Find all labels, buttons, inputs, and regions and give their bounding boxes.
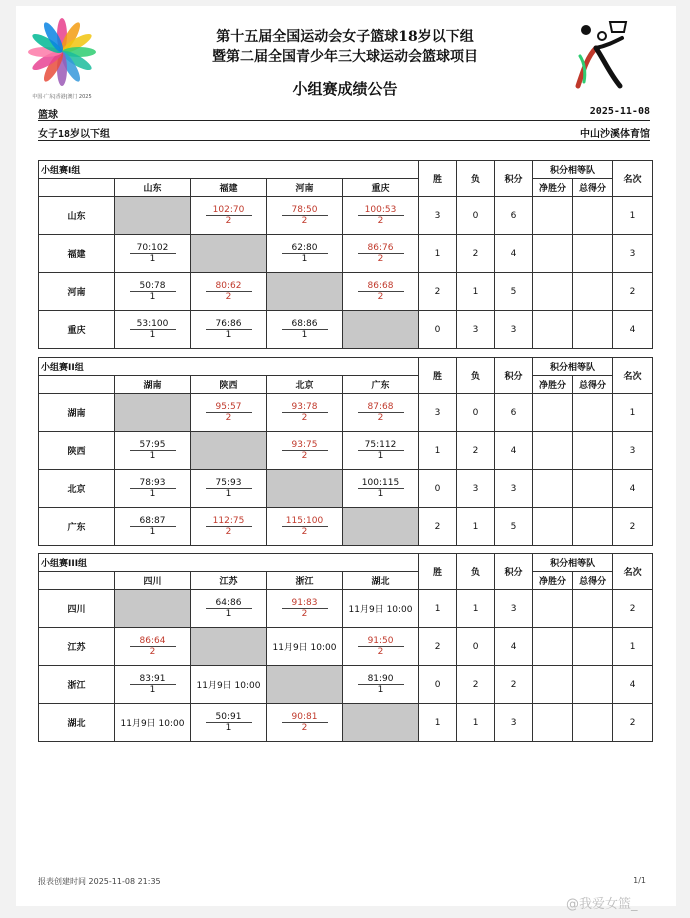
match-points: 2 (301, 412, 308, 423)
col-points: 积分 (495, 554, 533, 590)
row-team-name: 河南 (39, 273, 115, 311)
match-score: 95:57 (206, 402, 252, 413)
net-points-cell (533, 508, 573, 546)
match-points: 1 (149, 291, 156, 302)
match-cell (191, 394, 267, 432)
match-cell (343, 590, 419, 628)
col-team: 重庆 (343, 179, 419, 197)
venue-label: 中山沙溪体育馆 (580, 129, 650, 140)
rank-cell: 3 (613, 432, 653, 470)
col-net: 净胜分 (533, 179, 573, 197)
header-rule (38, 120, 650, 121)
group-3-table (38, 553, 653, 742)
match-points: 1 (225, 488, 232, 499)
col-loss: 负 (457, 161, 495, 197)
col-points: 积分 (495, 161, 533, 197)
rank-cell: 1 (613, 628, 653, 666)
col-team: 福建 (191, 179, 267, 197)
match-cell (115, 704, 191, 742)
col-rank: 名次 (613, 358, 653, 394)
table-row (39, 235, 653, 273)
match-score: 83:91 (130, 674, 176, 685)
points-cell: 3 (495, 590, 533, 628)
points-cell: 5 (495, 273, 533, 311)
category-label: 女子18岁以下组 (38, 129, 111, 140)
row-team-name: 陕西 (39, 432, 115, 470)
match-points: 2 (301, 450, 308, 461)
match-score: 112:75 (206, 516, 252, 527)
match-cell (267, 394, 343, 432)
wins-cell: 1 (419, 590, 457, 628)
blank-corner (39, 376, 115, 394)
row-team-name: 重庆 (39, 311, 115, 349)
match-cell (191, 508, 267, 546)
losses-cell: 3 (457, 470, 495, 508)
net-points-cell (533, 273, 573, 311)
self-match-cell (115, 394, 191, 432)
losses-cell: 2 (457, 432, 495, 470)
net-points-cell (533, 470, 573, 508)
losses-cell: 0 (457, 628, 495, 666)
match-cell (343, 197, 419, 235)
blank-corner (39, 572, 115, 590)
match-score: 57:95 (130, 440, 176, 451)
points-cell: 2 (495, 666, 533, 704)
col-team: 北京 (267, 376, 343, 394)
match-score: 87:68 (358, 402, 404, 413)
match-cell (343, 628, 419, 666)
match-points: 1 (149, 684, 156, 695)
net-points-cell (533, 666, 573, 704)
losses-cell: 1 (457, 590, 495, 628)
match-cell (191, 197, 267, 235)
match-score: 81:90 (358, 674, 404, 685)
wins-cell: 0 (419, 311, 457, 349)
match-points: 2 (225, 215, 232, 226)
col-win: 胜 (419, 161, 457, 197)
wins-cell: 2 (419, 628, 457, 666)
rank-cell: 4 (613, 311, 653, 349)
points-cell: 5 (495, 508, 533, 546)
table-row (39, 590, 653, 628)
row-team-name: 北京 (39, 470, 115, 508)
wins-cell: 0 (419, 470, 457, 508)
wins-cell: 1 (419, 704, 457, 742)
header-rule-2 (38, 140, 650, 141)
row-team-name: 广东 (39, 508, 115, 546)
total-scored-cell (573, 273, 613, 311)
total-scored-cell (573, 432, 613, 470)
group-label: 小组赛III组 (39, 554, 419, 572)
col-team: 湖北 (343, 572, 419, 590)
match-score: 62:80 (282, 243, 328, 254)
wins-cell: 0 (419, 666, 457, 704)
match-cell (115, 432, 191, 470)
col-rank: 名次 (613, 161, 653, 197)
match-cell (115, 470, 191, 508)
col-team: 湖南 (115, 376, 191, 394)
net-points-cell (533, 704, 573, 742)
rank-cell: 4 (613, 470, 653, 508)
blank-corner (39, 179, 115, 197)
match-score: 115:100 (282, 516, 328, 527)
total-scored-cell (573, 590, 613, 628)
points-cell: 4 (495, 235, 533, 273)
table-row (39, 470, 653, 508)
report-date: 2025-11-08 (589, 106, 650, 117)
match-cell (343, 394, 419, 432)
col-net: 净胜分 (533, 572, 573, 590)
col-team: 四川 (115, 572, 191, 590)
col-team: 广东 (343, 376, 419, 394)
match-points: 2 (225, 412, 232, 423)
match-points: 2 (225, 291, 232, 302)
match-cell (191, 273, 267, 311)
col-tiebreak: 积分相等队 (533, 358, 613, 376)
col-loss: 负 (457, 554, 495, 590)
match-score: 78:93 (130, 478, 176, 489)
net-points-cell (533, 235, 573, 273)
match-points: 1 (301, 329, 308, 340)
match-score: 80:62 (206, 281, 252, 292)
match-points: 1 (377, 488, 384, 499)
match-cell (267, 197, 343, 235)
match-cell (267, 590, 343, 628)
group-label: 小组赛II组 (39, 358, 419, 376)
col-team: 河南 (267, 179, 343, 197)
match-points: 1 (301, 253, 308, 264)
match-points: 2 (301, 608, 308, 619)
row-team-name: 四川 (39, 590, 115, 628)
rank-cell: 2 (613, 273, 653, 311)
row-team-name: 湖北 (39, 704, 115, 742)
wins-cell: 2 (419, 273, 457, 311)
match-cell (343, 273, 419, 311)
match-cell (191, 311, 267, 349)
logo-caption: 中国·广东|香港|澳门 2025 (32, 94, 92, 100)
match-score: 86:64 (130, 636, 176, 647)
net-points-cell (533, 197, 573, 235)
match-points: 1 (149, 526, 156, 537)
match-score: 64:86 (206, 598, 252, 609)
col-team: 浙江 (267, 572, 343, 590)
group-label: 小组赛I组 (39, 161, 419, 179)
match-score: 100:53 (358, 205, 404, 216)
match-cell (343, 470, 419, 508)
net-points-cell (533, 311, 573, 349)
match-cell (191, 470, 267, 508)
row-team-name: 浙江 (39, 666, 115, 704)
self-match-cell (115, 590, 191, 628)
match-cell (191, 666, 267, 704)
col-loss: 负 (457, 358, 495, 394)
match-points: 1 (377, 684, 384, 695)
wins-cell: 2 (419, 508, 457, 546)
match-cell (115, 311, 191, 349)
match-cell (191, 590, 267, 628)
watermark: @我爱女篮_ (566, 897, 638, 912)
col-scored: 总得分 (573, 572, 613, 590)
match-score: 91:83 (282, 598, 328, 609)
match-points: 1 (225, 329, 232, 340)
match-points: 1 (149, 329, 156, 340)
col-scored: 总得分 (573, 376, 613, 394)
losses-cell: 0 (457, 197, 495, 235)
table-row (39, 508, 653, 546)
table-row (39, 197, 653, 235)
match-points: 1 (149, 253, 156, 264)
col-team: 江苏 (191, 572, 267, 590)
row-team-name: 江苏 (39, 628, 115, 666)
losses-cell: 2 (457, 666, 495, 704)
wins-cell: 3 (419, 197, 457, 235)
row-team-name: 山东 (39, 197, 115, 235)
rank-cell: 4 (613, 666, 653, 704)
match-points: 1 (149, 488, 156, 499)
col-net: 净胜分 (533, 376, 573, 394)
match-score: 50:91 (206, 712, 252, 723)
match-points: 2 (149, 646, 156, 657)
match-cell (267, 628, 343, 666)
scheduled-time: 11月9日 10:00 (196, 681, 261, 691)
match-cell (267, 704, 343, 742)
match-score: 102:70 (206, 205, 252, 216)
table-row (39, 311, 653, 349)
match-score: 75:93 (206, 478, 252, 489)
match-points: 2 (377, 253, 384, 264)
match-points: 1 (225, 608, 232, 619)
col-scored: 总得分 (573, 179, 613, 197)
total-scored-cell (573, 470, 613, 508)
match-points: 1 (225, 722, 232, 733)
points-cell: 3 (495, 470, 533, 508)
wins-cell: 1 (419, 235, 457, 273)
net-points-cell (533, 432, 573, 470)
match-score: 53:100 (130, 319, 176, 330)
total-scored-cell (573, 394, 613, 432)
rank-cell: 2 (613, 704, 653, 742)
total-scored-cell (573, 704, 613, 742)
page-number: 1/1 (633, 876, 646, 885)
col-rank: 名次 (613, 554, 653, 590)
match-score: 100:115 (358, 478, 404, 489)
match-points: 2 (377, 646, 384, 657)
rank-cell: 1 (613, 394, 653, 432)
self-match-cell (267, 470, 343, 508)
group-2-table (38, 357, 653, 546)
match-score: 68:87 (130, 516, 176, 527)
table-row (39, 666, 653, 704)
match-cell (267, 508, 343, 546)
match-points: 2 (301, 215, 308, 226)
self-match-cell (343, 508, 419, 546)
net-points-cell (533, 394, 573, 432)
self-match-cell (191, 628, 267, 666)
match-cell (115, 235, 191, 273)
report-created-time: 报表创建时间 2025-11-08 21:35 (38, 877, 161, 886)
scheduled-time: 11月9日 10:00 (272, 643, 337, 653)
match-cell (343, 235, 419, 273)
match-points: 2 (377, 412, 384, 423)
self-match-cell (191, 235, 267, 273)
table-row (39, 628, 653, 666)
row-team-name: 福建 (39, 235, 115, 273)
total-scored-cell (573, 666, 613, 704)
col-team: 山东 (115, 179, 191, 197)
col-tiebreak: 积分相等队 (533, 161, 613, 179)
match-score: 86:76 (358, 243, 404, 254)
table-row (39, 273, 653, 311)
points-cell: 4 (495, 628, 533, 666)
match-score: 91:50 (358, 636, 404, 647)
col-tiebreak: 积分相等队 (533, 554, 613, 572)
row-team-name: 湖南 (39, 394, 115, 432)
report-title-line1: 第十五届全国运动会女子篮球18岁以下组 (216, 29, 474, 45)
match-cell (267, 432, 343, 470)
match-score: 50:78 (130, 281, 176, 292)
net-points-cell (533, 590, 573, 628)
col-win: 胜 (419, 554, 457, 590)
match-cell (115, 666, 191, 704)
points-cell: 3 (495, 704, 533, 742)
sport-label: 篮球 (38, 110, 58, 121)
match-points: 1 (377, 450, 384, 461)
points-cell: 6 (495, 394, 533, 432)
wins-cell: 1 (419, 432, 457, 470)
self-match-cell (191, 432, 267, 470)
match-cell (343, 432, 419, 470)
col-points: 积分 (495, 358, 533, 394)
points-cell: 4 (495, 432, 533, 470)
losses-cell: 1 (457, 704, 495, 742)
rank-cell: 2 (613, 590, 653, 628)
points-cell: 3 (495, 311, 533, 349)
match-cell (115, 508, 191, 546)
self-match-cell (343, 311, 419, 349)
col-team: 陕西 (191, 376, 267, 394)
rank-cell: 1 (613, 197, 653, 235)
group-1-table (38, 160, 653, 349)
self-match-cell (267, 273, 343, 311)
losses-cell: 2 (457, 235, 495, 273)
match-cell (115, 273, 191, 311)
report-title-line2: 暨第二届全国青少年三大球运动会篮球项目 (212, 49, 478, 65)
total-scored-cell (573, 628, 613, 666)
match-points: 1 (149, 450, 156, 461)
total-scored-cell (573, 235, 613, 273)
table-row (39, 394, 653, 432)
scheduled-time: 11月9日 10:00 (120, 719, 185, 729)
total-scored-cell (573, 508, 613, 546)
match-score: 76:86 (206, 319, 252, 330)
wins-cell: 3 (419, 394, 457, 432)
losses-cell: 3 (457, 311, 495, 349)
match-score: 86:68 (358, 281, 404, 292)
net-points-cell (533, 628, 573, 666)
losses-cell: 1 (457, 508, 495, 546)
rank-cell: 3 (613, 235, 653, 273)
table-row (39, 432, 653, 470)
match-points: 2 (377, 215, 384, 226)
self-match-cell (267, 666, 343, 704)
self-match-cell (343, 704, 419, 742)
total-scored-cell (573, 311, 613, 349)
match-score: 93:75 (282, 440, 328, 451)
match-score: 90:81 (282, 712, 328, 723)
match-cell (267, 311, 343, 349)
match-score: 70:102 (130, 243, 176, 254)
match-cell (267, 235, 343, 273)
match-score: 68:86 (282, 319, 328, 330)
match-points: 2 (377, 291, 384, 302)
report-subtitle: 小组赛成绩公告 (292, 80, 398, 98)
match-cell (343, 666, 419, 704)
self-match-cell (115, 197, 191, 235)
match-score: 93:78 (282, 402, 328, 413)
match-score: 75:112 (358, 440, 404, 451)
losses-cell: 1 (457, 273, 495, 311)
match-points: 2 (301, 526, 308, 537)
match-cell (115, 628, 191, 666)
match-score: 78:50 (282, 205, 328, 216)
match-points: 2 (225, 526, 232, 537)
points-cell: 6 (495, 197, 533, 235)
col-win: 胜 (419, 358, 457, 394)
scheduled-time: 11月9日 10:00 (348, 605, 413, 615)
total-scored-cell (573, 197, 613, 235)
rank-cell: 2 (613, 508, 653, 546)
table-row (39, 704, 653, 742)
losses-cell: 0 (457, 394, 495, 432)
match-cell (191, 704, 267, 742)
match-points: 2 (301, 722, 308, 733)
